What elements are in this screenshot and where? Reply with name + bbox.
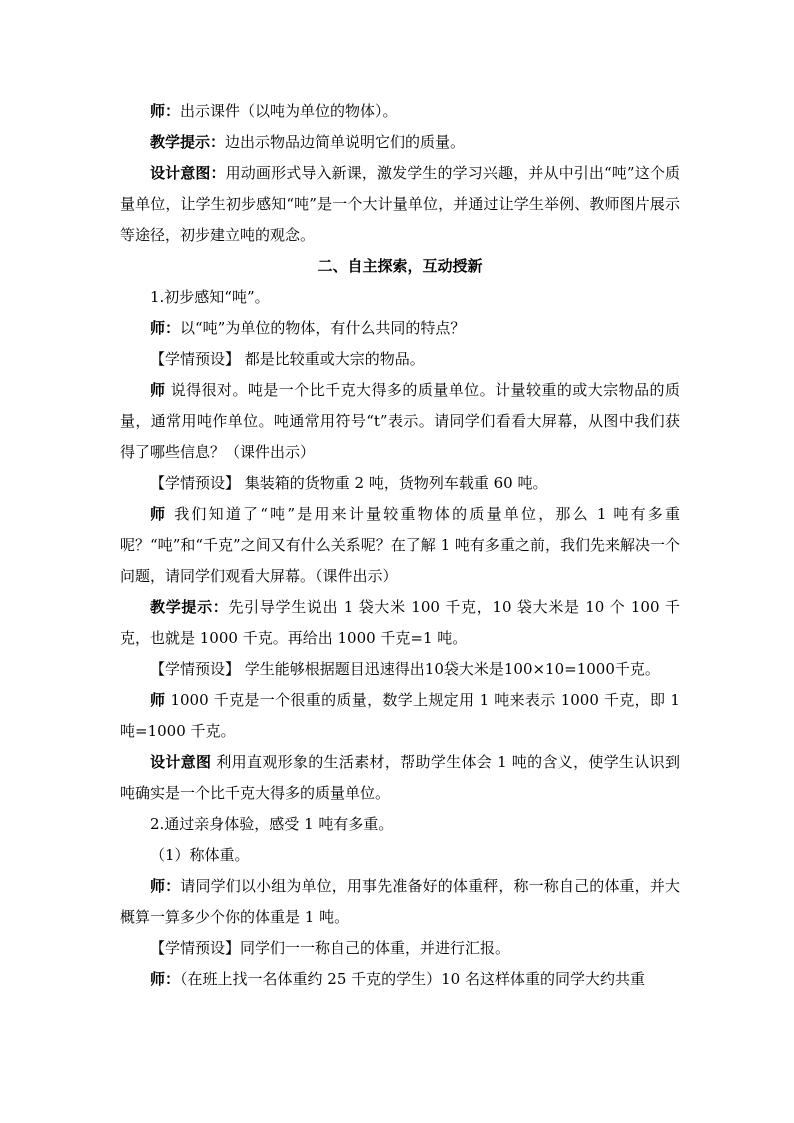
paragraph-text: 我们知道了“吨”是用来计量较重物体的质量单位，那么 1 吨有多重呢？“吨”和“千克”之间又有什么关系呢？在了解 1 吨有多重之前，我们先来解决一个问题，请同学们观看大屏幕。（课件出示）	[120, 505, 680, 585]
teaching-tip-label: 教学提示：	[150, 598, 229, 616]
paragraph	[120, 313, 680, 344]
speaker-label: 师	[150, 381, 166, 399]
paragraph-text: 请同学们以小组为单位，用事先准备好的体重秤，称一称自己的体重，并大概算一算多少个你的体重是 1 吨。	[120, 877, 680, 926]
paragraph	[120, 685, 680, 747]
paragraph	[120, 375, 680, 468]
paragraph	[120, 654, 680, 685]
paragraph-text: 【学情预设】 学生能够根据题目迅速得出10袋大米是100×10=1000千克。	[150, 660, 660, 678]
paragraph	[120, 468, 680, 499]
paragraph	[120, 840, 680, 871]
paragraph-text: 说得很对。吨是一个比千克大得多的质量单位。计量较重的或大宗物品的质量，通常用吨作单位。吨通常用符号“t”表示。请同学们看看大屏幕，从图中我们获得了哪些信息？（课件出示）	[120, 381, 680, 461]
paragraph-text: 1000 千克是一个很重的质量，数学上规定用 1 吨来表示 1000 千克，即 1 吨=1000 千克。	[120, 691, 680, 740]
paragraph-text: 利用直观形象的生活素材，帮助学生体会 1 吨的含义，使学生认识到吨确实是一个比千克大得多的质量单位。	[120, 753, 680, 802]
paragraph-text: 用动画形式导入新课，激发学生的学习兴趣，并从中引出“吨”这个质量单位，让学生初步感知“吨”是一个大计量单位，并通过让学生举例、教师图片展示等途径，初步建立吨的观念。	[120, 164, 680, 244]
paragraph	[120, 933, 680, 964]
paragraph-text: 边出示物品边简单说明它们的质量。	[225, 133, 466, 151]
paragraph-text: 2.通过亲身体验，感受 1 吨有多重。	[150, 815, 394, 833]
paragraph-text: 先引导学生说出 1 袋大米 100 千克，10 袋大米是 10 个 100 千克，也就是 1000 千克。再给出 1000 千克=1 吨。	[120, 598, 680, 647]
paragraph-text: 【学情预设】同学们一一称自己的体重，并进行汇报。	[150, 939, 511, 957]
paragraph	[120, 592, 680, 654]
paragraph	[120, 747, 680, 809]
paragraph	[120, 809, 680, 840]
paragraph	[120, 344, 680, 375]
paragraph	[120, 499, 680, 592]
paragraph	[120, 127, 680, 158]
speaker-label: 师：	[150, 877, 181, 895]
paragraph	[120, 96, 680, 127]
section-heading: 二、自主探索，互动授新	[317, 257, 483, 275]
paragraph	[120, 871, 680, 933]
paragraph	[120, 282, 680, 313]
paragraph	[120, 158, 680, 251]
speaker-label: 师：	[150, 102, 181, 120]
paragraph-text: 【学情预设】 集装箱的货物重 2 吨，货物列车载重 60 吨。	[150, 474, 548, 492]
design-intent-label: 设计意图：	[150, 164, 226, 182]
paragraph-text: 【学情预设】 都是比较重或大宗的物品。	[150, 350, 425, 368]
paragraph-text: （1）称体重。	[150, 846, 250, 864]
paragraph-text: 1.初步感知“吨”。	[150, 288, 270, 306]
speaker-label: 师：	[150, 319, 181, 337]
design-intent-label: 设计意图	[150, 753, 212, 771]
teaching-tip-label: 教学提示：	[150, 133, 226, 151]
paragraph-text: （在班上找一名体重约 25 千克的学生）10 名这样体重的同学大约共重	[180, 970, 645, 988]
paragraph-text: 出示课件（以吨为单位的物体）。	[180, 102, 398, 120]
speaker-label: 师：	[150, 970, 181, 988]
speaker-label: 师	[150, 505, 168, 523]
paragraph	[120, 964, 680, 995]
document-body	[120, 96, 680, 995]
speaker-label: 师	[150, 691, 166, 709]
paragraph-text: 以“吨”为单位的物体，有什么共同的特点？	[180, 319, 466, 337]
